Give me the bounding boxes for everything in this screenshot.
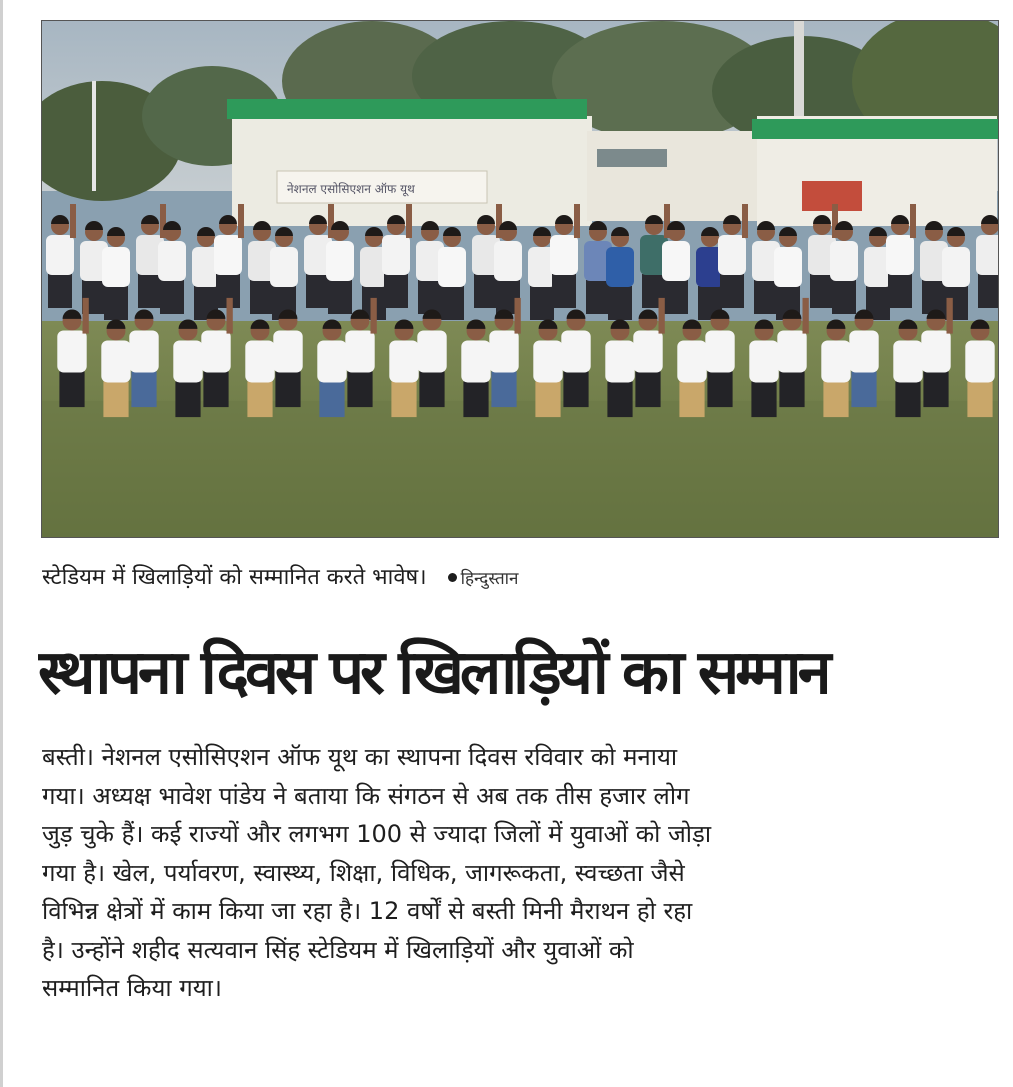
body-line: गया। अध्यक्ष भावेश पांडेय ने बताया कि संगठन से अब तक तीस हजार लोग [42, 781, 690, 810]
person-figure [270, 227, 298, 320]
person-figure [57, 298, 89, 407]
person-figure [942, 227, 970, 320]
news-photo [41, 20, 999, 538]
person-figure [438, 227, 466, 320]
dot-icon [448, 573, 457, 582]
person-figure [774, 227, 802, 320]
caption-source [448, 569, 519, 589]
person-figure [345, 298, 377, 407]
source-name: हिन्दुस्तान [460, 569, 519, 589]
body-line: है। उन्होंने शहीद सत्यवान सिंह स्टेडियम में खिलाड़ियों और युवाओं को [42, 935, 634, 964]
body-line: विभिन्न क्षेत्रों में काम किया जा रहा है। 12 वर्षों से बस्ती मिनी मैराथन हो रहा [42, 897, 693, 925]
body-line: जुड़ चुके हैं। कई राज्यों और लगभग 100 से ज्यादा जिलों में युवाओं को जोड़ा [42, 820, 712, 848]
page-edge-rule [0, 0, 3, 1087]
body-line: सम्मानित किया गया। [42, 974, 222, 1002]
body-line: गया है। खेल, पर्यावरण, स्वास्थ्य, शिक्षा, विधिक, जागरूकता, स्वच्छता जैसे [42, 858, 685, 887]
person-figure [46, 204, 76, 308]
person-figure [633, 298, 665, 407]
person-figure [489, 298, 521, 407]
person-figure [606, 227, 634, 320]
headline: स्थापना दिवस पर खिलाड़ियों का सम्मान [38, 637, 828, 708]
person-figure [214, 204, 244, 308]
person-figure [921, 298, 953, 407]
group-photo-illustration [42, 21, 998, 537]
banner-text: नेशनल एसोसिएशन ऑफ यूथ [287, 182, 415, 196]
person-figure [102, 227, 130, 320]
lamp-post [92, 81, 96, 191]
caption-text: स्टेडियम में खिलाड़ियों को सम्मानित करते भावेष। [42, 565, 427, 590]
article-body [42, 738, 972, 1078]
body-line: बस्ती। नेशनल एसोसिएशन ऑफ यूथ का स्थापना दिवस रविवार को मनाया [42, 743, 678, 771]
photo-caption [42, 560, 982, 596]
